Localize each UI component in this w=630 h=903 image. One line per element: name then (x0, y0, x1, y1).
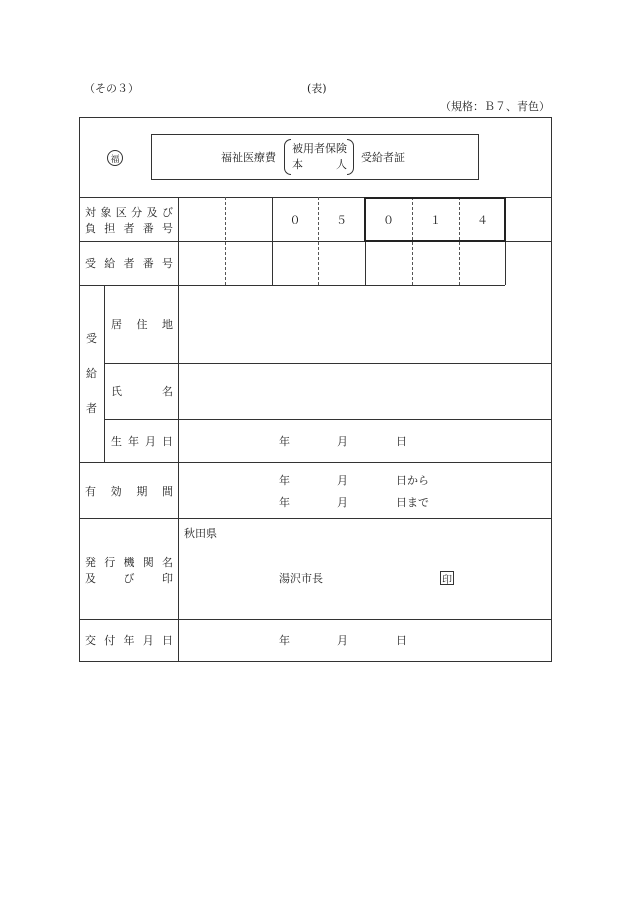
birth-day-unit: 日 (396, 435, 407, 448)
birth-month-unit: 月 (337, 435, 348, 448)
target-category-label: 対 象 区 分 及 び (85, 206, 173, 219)
row-divider (79, 285, 505, 286)
valid-from-day: 日から (396, 474, 429, 487)
digit-cell: ０ (289, 214, 301, 227)
label-column-divider (178, 197, 179, 662)
digit-divider-solid (272, 197, 273, 285)
row-divider (79, 462, 552, 463)
row-divider (79, 619, 552, 620)
issuer-label-line2: 及 び 印 (85, 572, 173, 585)
birth-date-label: 生 年 月 日 (111, 435, 173, 448)
title-option-1: 被用者保険 (292, 142, 347, 155)
valid-from-year: 年 (279, 474, 290, 487)
valid-from-month: 月 (337, 474, 348, 487)
valid-until-month: 月 (337, 496, 348, 509)
form-number: （その３） (84, 82, 139, 95)
side-label: (表) (307, 82, 327, 95)
issue-day-unit: 日 (396, 634, 407, 647)
official-seal-mark: 印 (440, 571, 454, 585)
valid-until-year: 年 (279, 496, 290, 509)
row-divider (104, 419, 552, 420)
digit-cell: １ (430, 214, 441, 227)
fuku-mark: 福 (107, 150, 123, 166)
issuer-mayor: 湯沢市長 (279, 572, 323, 585)
digit-divider (318, 197, 319, 285)
address-label: 居 住 地 (111, 318, 173, 331)
validity-period-label: 有 効 期 間 (85, 485, 173, 498)
recipient-no-right-edge (505, 241, 506, 285)
digit-cell: ５ (336, 214, 347, 227)
spec-label: （規格：Ｂ７、青色） (440, 100, 550, 113)
row-divider (79, 518, 552, 519)
burden-number-label: 負 担 者 番 号 (85, 222, 173, 235)
recipient-number-label: 受 給 者 番 号 (85, 257, 173, 270)
digit-divider-solid (365, 241, 366, 285)
recipient-group-divider (104, 285, 105, 462)
title-suffix: 受給者証 (361, 151, 405, 164)
recipient-vertical-char: 給 (86, 367, 97, 380)
paren-left (284, 139, 291, 175)
digit-divider (225, 197, 226, 285)
recipient-vertical-char: 受 (86, 332, 97, 345)
paren-right (347, 139, 354, 175)
issuer-prefecture: 秋田県 (184, 527, 217, 540)
issue-date-label: 交 付 年 月 日 (85, 634, 173, 647)
row-divider (104, 363, 552, 364)
digit-cell: ４ (477, 214, 488, 227)
recipient-vertical-char: 者 (86, 402, 97, 415)
issue-year-unit: 年 (279, 634, 290, 647)
title-box (151, 134, 479, 180)
birth-year-unit: 年 (279, 435, 290, 448)
title-option-2a: 本 (292, 158, 303, 171)
name-label: 氏 名 (111, 385, 173, 398)
title-option-2b: 人 (336, 158, 347, 171)
digit-cell: ０ (383, 214, 394, 227)
title-main: 福祉医療費 (221, 151, 276, 164)
issue-month-unit: 月 (337, 634, 348, 647)
valid-until-day: 日まで (396, 496, 429, 509)
issuer-label-line1: 発 行 機 関 名 (85, 556, 173, 569)
